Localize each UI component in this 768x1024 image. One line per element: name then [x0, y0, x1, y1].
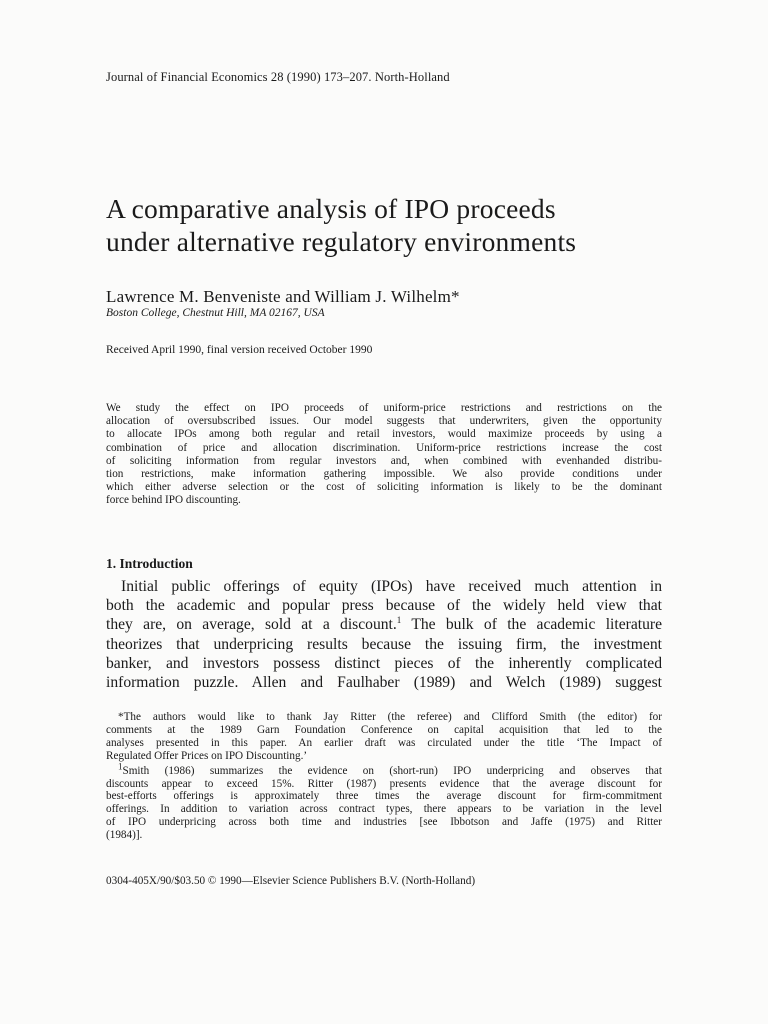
body-line-text: The bulk of the academic literature: [401, 616, 662, 634]
footnote-line: of IPO underpricing across both time and industries [see Ibbotson and Jaffe (1975) and Ritter: [106, 816, 662, 829]
abstract-line: combination of price and allocation discrimination. Uniform-price restrictions increase the cost: [106, 441, 662, 454]
article-title: [106, 192, 706, 258]
body-line: information puzzle. Allen and Faulhaber (1989) and Welch (1989) suggest: [106, 674, 662, 692]
body-line-text: they are, on average, sold at a discount.: [106, 616, 397, 634]
footnote-marker: 1: [396, 615, 402, 626]
author-affiliation: Boston College, Chestnut Hill, MA 02167, USA: [106, 307, 325, 319]
journal-citation: Journal of Financial Economics 28 (1990) 173–207. North-Holland: [106, 70, 450, 84]
abstract-line: to allocate IPOs among both regular and retail investors, would maximize proceeds by using a: [106, 428, 662, 441]
copyright-line: 0304-405X/90/$03.50 © 1990—Elsevier Science Publishers B.V. (North-Holland): [106, 875, 476, 887]
footnotes: [106, 711, 662, 842]
footnote-line: (1984)].: [106, 829, 143, 842]
body-line: theorizes that underpricing results because the issuing firm, the investment: [106, 635, 662, 653]
abstract-line: which either adverse selection or the cost of soliciting information is likely to be the dominant: [106, 481, 662, 494]
abstract-line: We study the effect on IPO proceeds of uniform-price restrictions and restrictions on the: [106, 402, 662, 414]
received-dates: Received April 1990, final version received October 1990: [106, 344, 373, 356]
abstract-line: allocation of oversubscribed issues. Our model suggests that underwriters, given the opportunity: [106, 415, 662, 428]
footnote-text: Smith (1986) summarizes the evidence on (short-run) IPO underpricing and observes that: [122, 764, 662, 777]
title-line: A comparative analysis of IPO proceeds: [106, 193, 556, 224]
body-line: Initial public offerings of equity (IPOs) have received much attention in: [121, 578, 662, 595]
author-names: Lawrence M. Benveniste and William J. Wilhelm*: [106, 287, 460, 306]
abstract-line: of soliciting information from regular investors and, when combined with evenhanded distribu-: [106, 454, 662, 467]
footnote-line: comments at the 1989 Garn Foundation Conference on capital acquisition that led to the: [106, 723, 662, 736]
footnote-line: [106, 760, 662, 778]
footnote-line: Regulated Offer Prices on IPO Discounting.’: [106, 749, 308, 762]
footnote-line: *The authors would like to thank Jay Ritter (the referee) and Clifford Smith (the editor) for: [118, 711, 662, 723]
section-heading: 1. Introduction: [106, 556, 193, 571]
body-line: [106, 615, 662, 634]
title-line: under alternative regulatory environments: [106, 226, 577, 257]
body-line: banker, and investors possess distinct pieces of the inherently complicated: [106, 654, 662, 672]
footnote-line: offerings. In addition to variation across contract types, there appears to be variation in the level: [106, 803, 662, 816]
introduction-text: [106, 577, 662, 692]
footnote-line: discounts appear to exceed 15%. Ritter (1987) presents evidence that the average discount for: [106, 777, 662, 790]
footnote-line: best-efforts offerings is approximately three times the average discount for firm-commitment: [106, 790, 662, 803]
footnote-line: analyses presented in this paper. An earlier draft was circulated under the title ‘The Impact of: [106, 736, 662, 749]
abstract-line: tion restrictions, make information gathering impossible. We also provide conditions under: [106, 468, 662, 481]
body-line: both the academic and popular press because of the widely held view that: [106, 597, 662, 615]
abstract-line: force behind IPO discounting.: [106, 494, 241, 507]
footnote-marker: 1: [118, 760, 123, 771]
abstract: [106, 402, 662, 508]
